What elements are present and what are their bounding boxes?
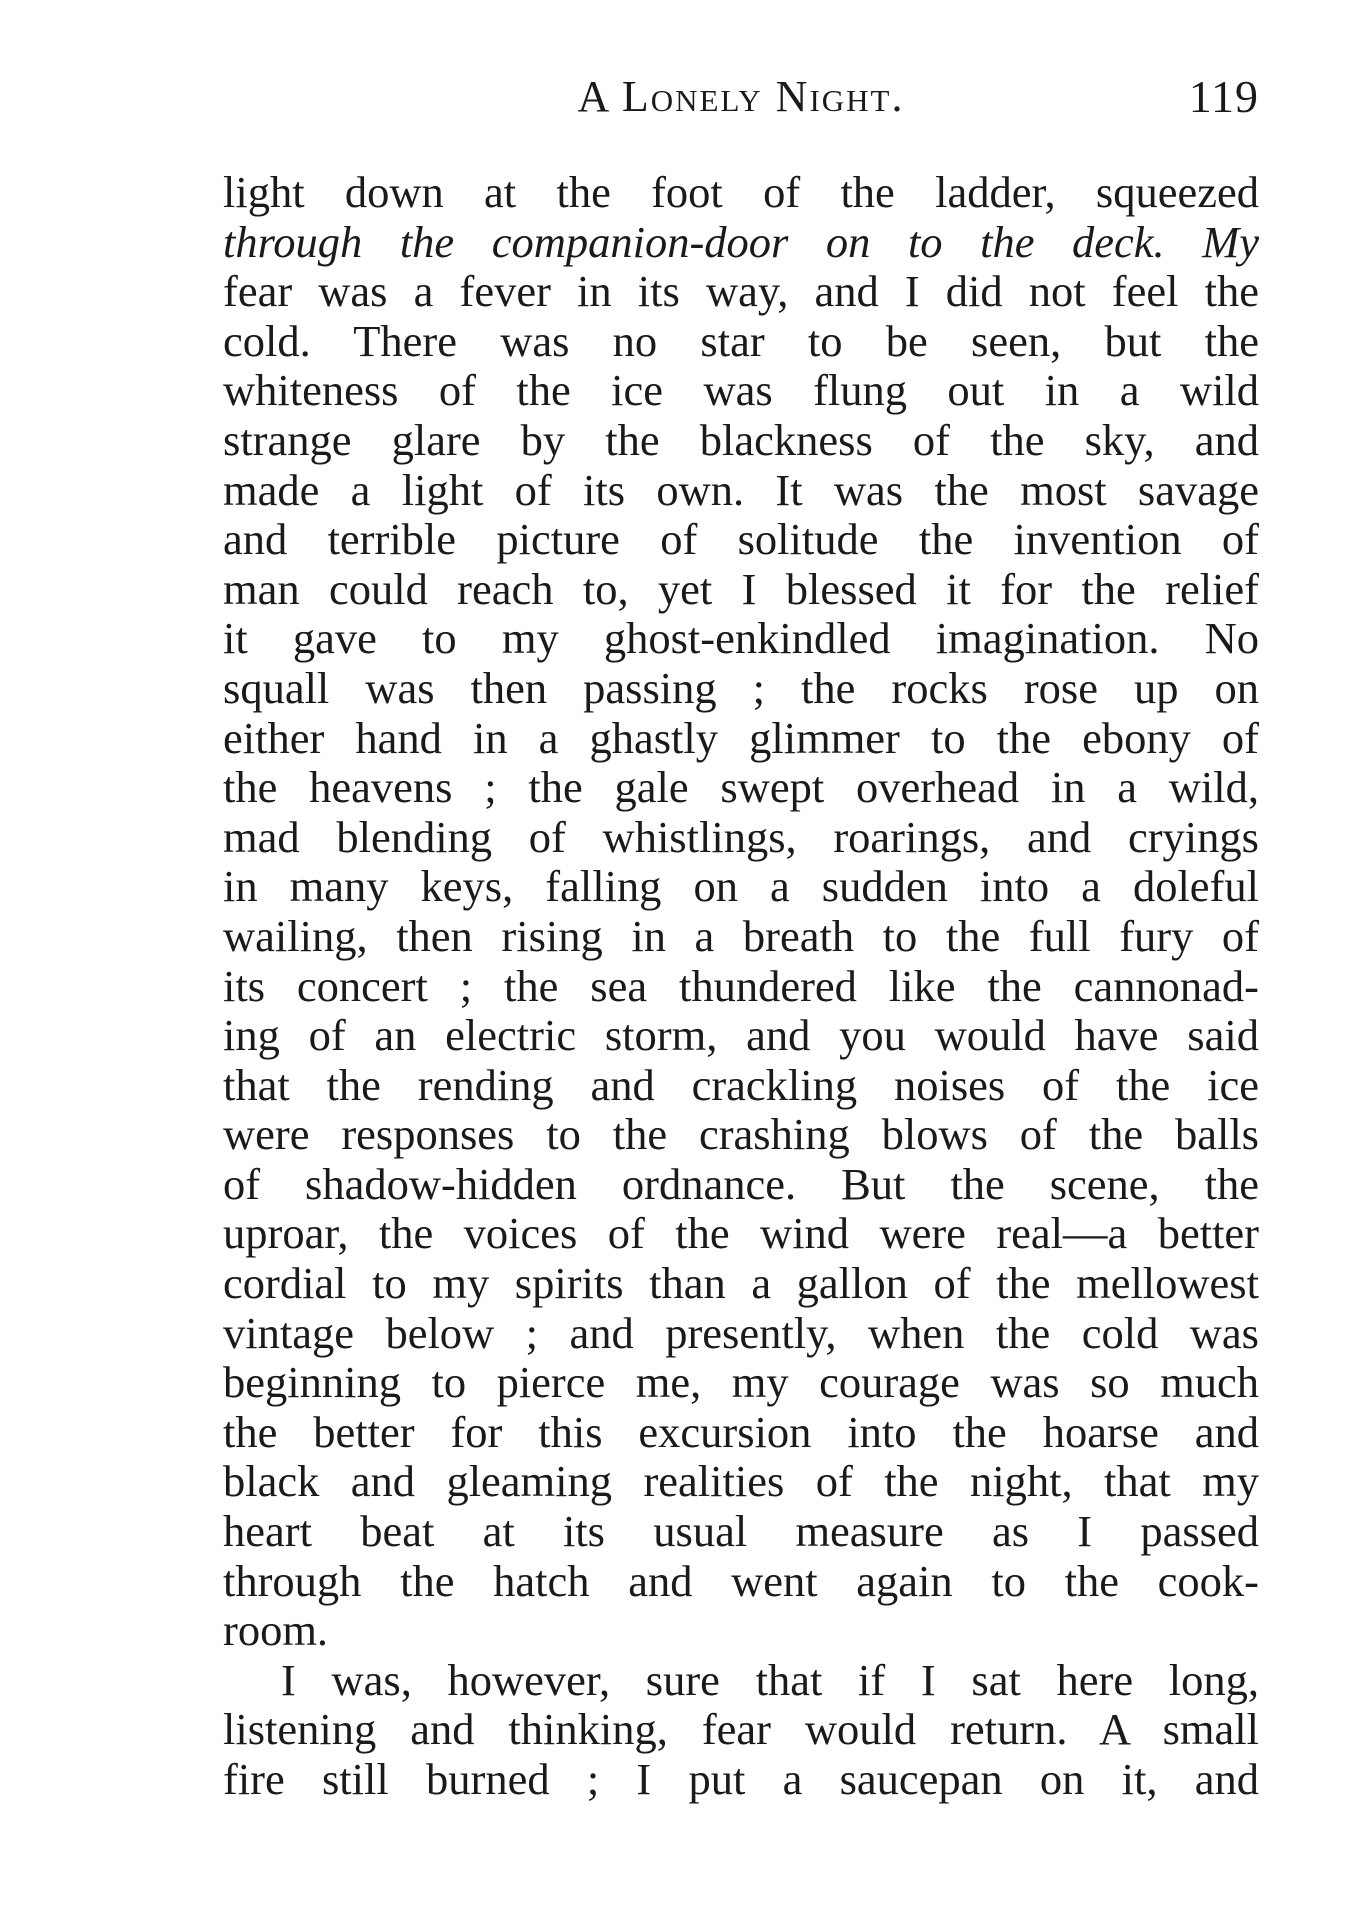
running-title: A Lonely Night. (577, 72, 905, 121)
text-line: fear was a fever in its way, and I did not feel the (223, 267, 1259, 317)
text-line: wailing, then rising in a breath to the full fury of (223, 911, 1259, 961)
text-line: cordial to my spirits than a gallon of the mellowest (223, 1259, 1259, 1309)
paragraph-2 (223, 1656, 1259, 1805)
text-line: ing of an electric storm, and you would have said (223, 1011, 1259, 1061)
text-line: listening and thinking, fear would return. A small (223, 1705, 1259, 1755)
text-line: in many keys, falling on a sudden into a doleful (223, 862, 1259, 912)
text-line: room. (223, 1606, 329, 1656)
paragraph-1 (223, 168, 1259, 1656)
running-head (223, 62, 1259, 132)
text-line: and terrible picture of solitude the invention of (223, 515, 1259, 565)
text-line: whiteness of the ice was flung out in a wild (223, 366, 1259, 416)
text-line: either hand in a ghastly glimmer to the ebony of (223, 713, 1259, 763)
text-line: the heavens ; the gale swept overhead in a wild, (223, 763, 1259, 813)
page-number: 119 (1188, 71, 1259, 122)
body-text (223, 168, 1259, 1805)
text-line: of shadow-hidden ordnance. But the scene, the (223, 1159, 1259, 1209)
text-line: made a light of its own. It was the most savage (223, 465, 1259, 515)
text-line: beginning to pierce me, my courage was so much (223, 1358, 1259, 1408)
text-line: it gave to my ghost-enkindled imagination. No (223, 614, 1259, 664)
text-line: uproar, the voices of the wind were real—a better (223, 1209, 1259, 1259)
text-line: vintage below ; and presently, when the cold was (223, 1308, 1259, 1358)
text-line: heart beat at its usual measure as I passed (223, 1507, 1259, 1557)
text-line: black and gleaming realities of the night, that my (223, 1457, 1259, 1507)
text-line: strange glare by the blackness of the sky, and (223, 415, 1259, 465)
text-line: were responses to the crashing blows of the balls (223, 1110, 1259, 1160)
text-line: man could reach to, yet I blessed it for the relief (223, 564, 1259, 614)
text-line: through the companion-door on to the deck. My (223, 217, 1259, 267)
text-line: mad blending of whistlings, roarings, and cryings (223, 812, 1259, 862)
text-line: I was, however, sure that if I sat here long, (281, 1655, 1259, 1705)
text-line: the better for this excursion into the hoarse and (223, 1407, 1259, 1457)
text-line: through the hatch and went again to the cook- (223, 1556, 1259, 1606)
text-line: light down at the foot of the ladder, squeezed (223, 168, 1259, 217)
text-line: fire still burned ; I put a saucepan on it, and (223, 1755, 1259, 1804)
text-line: squall was then passing ; the rocks rose up on (223, 663, 1259, 713)
text-line: its concert ; the sea thundered like the cannonad- (223, 961, 1259, 1011)
text-line: cold. There was no star to be seen, but the (223, 316, 1259, 366)
text-line: that the rending and crackling noises of the ice (223, 1060, 1259, 1110)
